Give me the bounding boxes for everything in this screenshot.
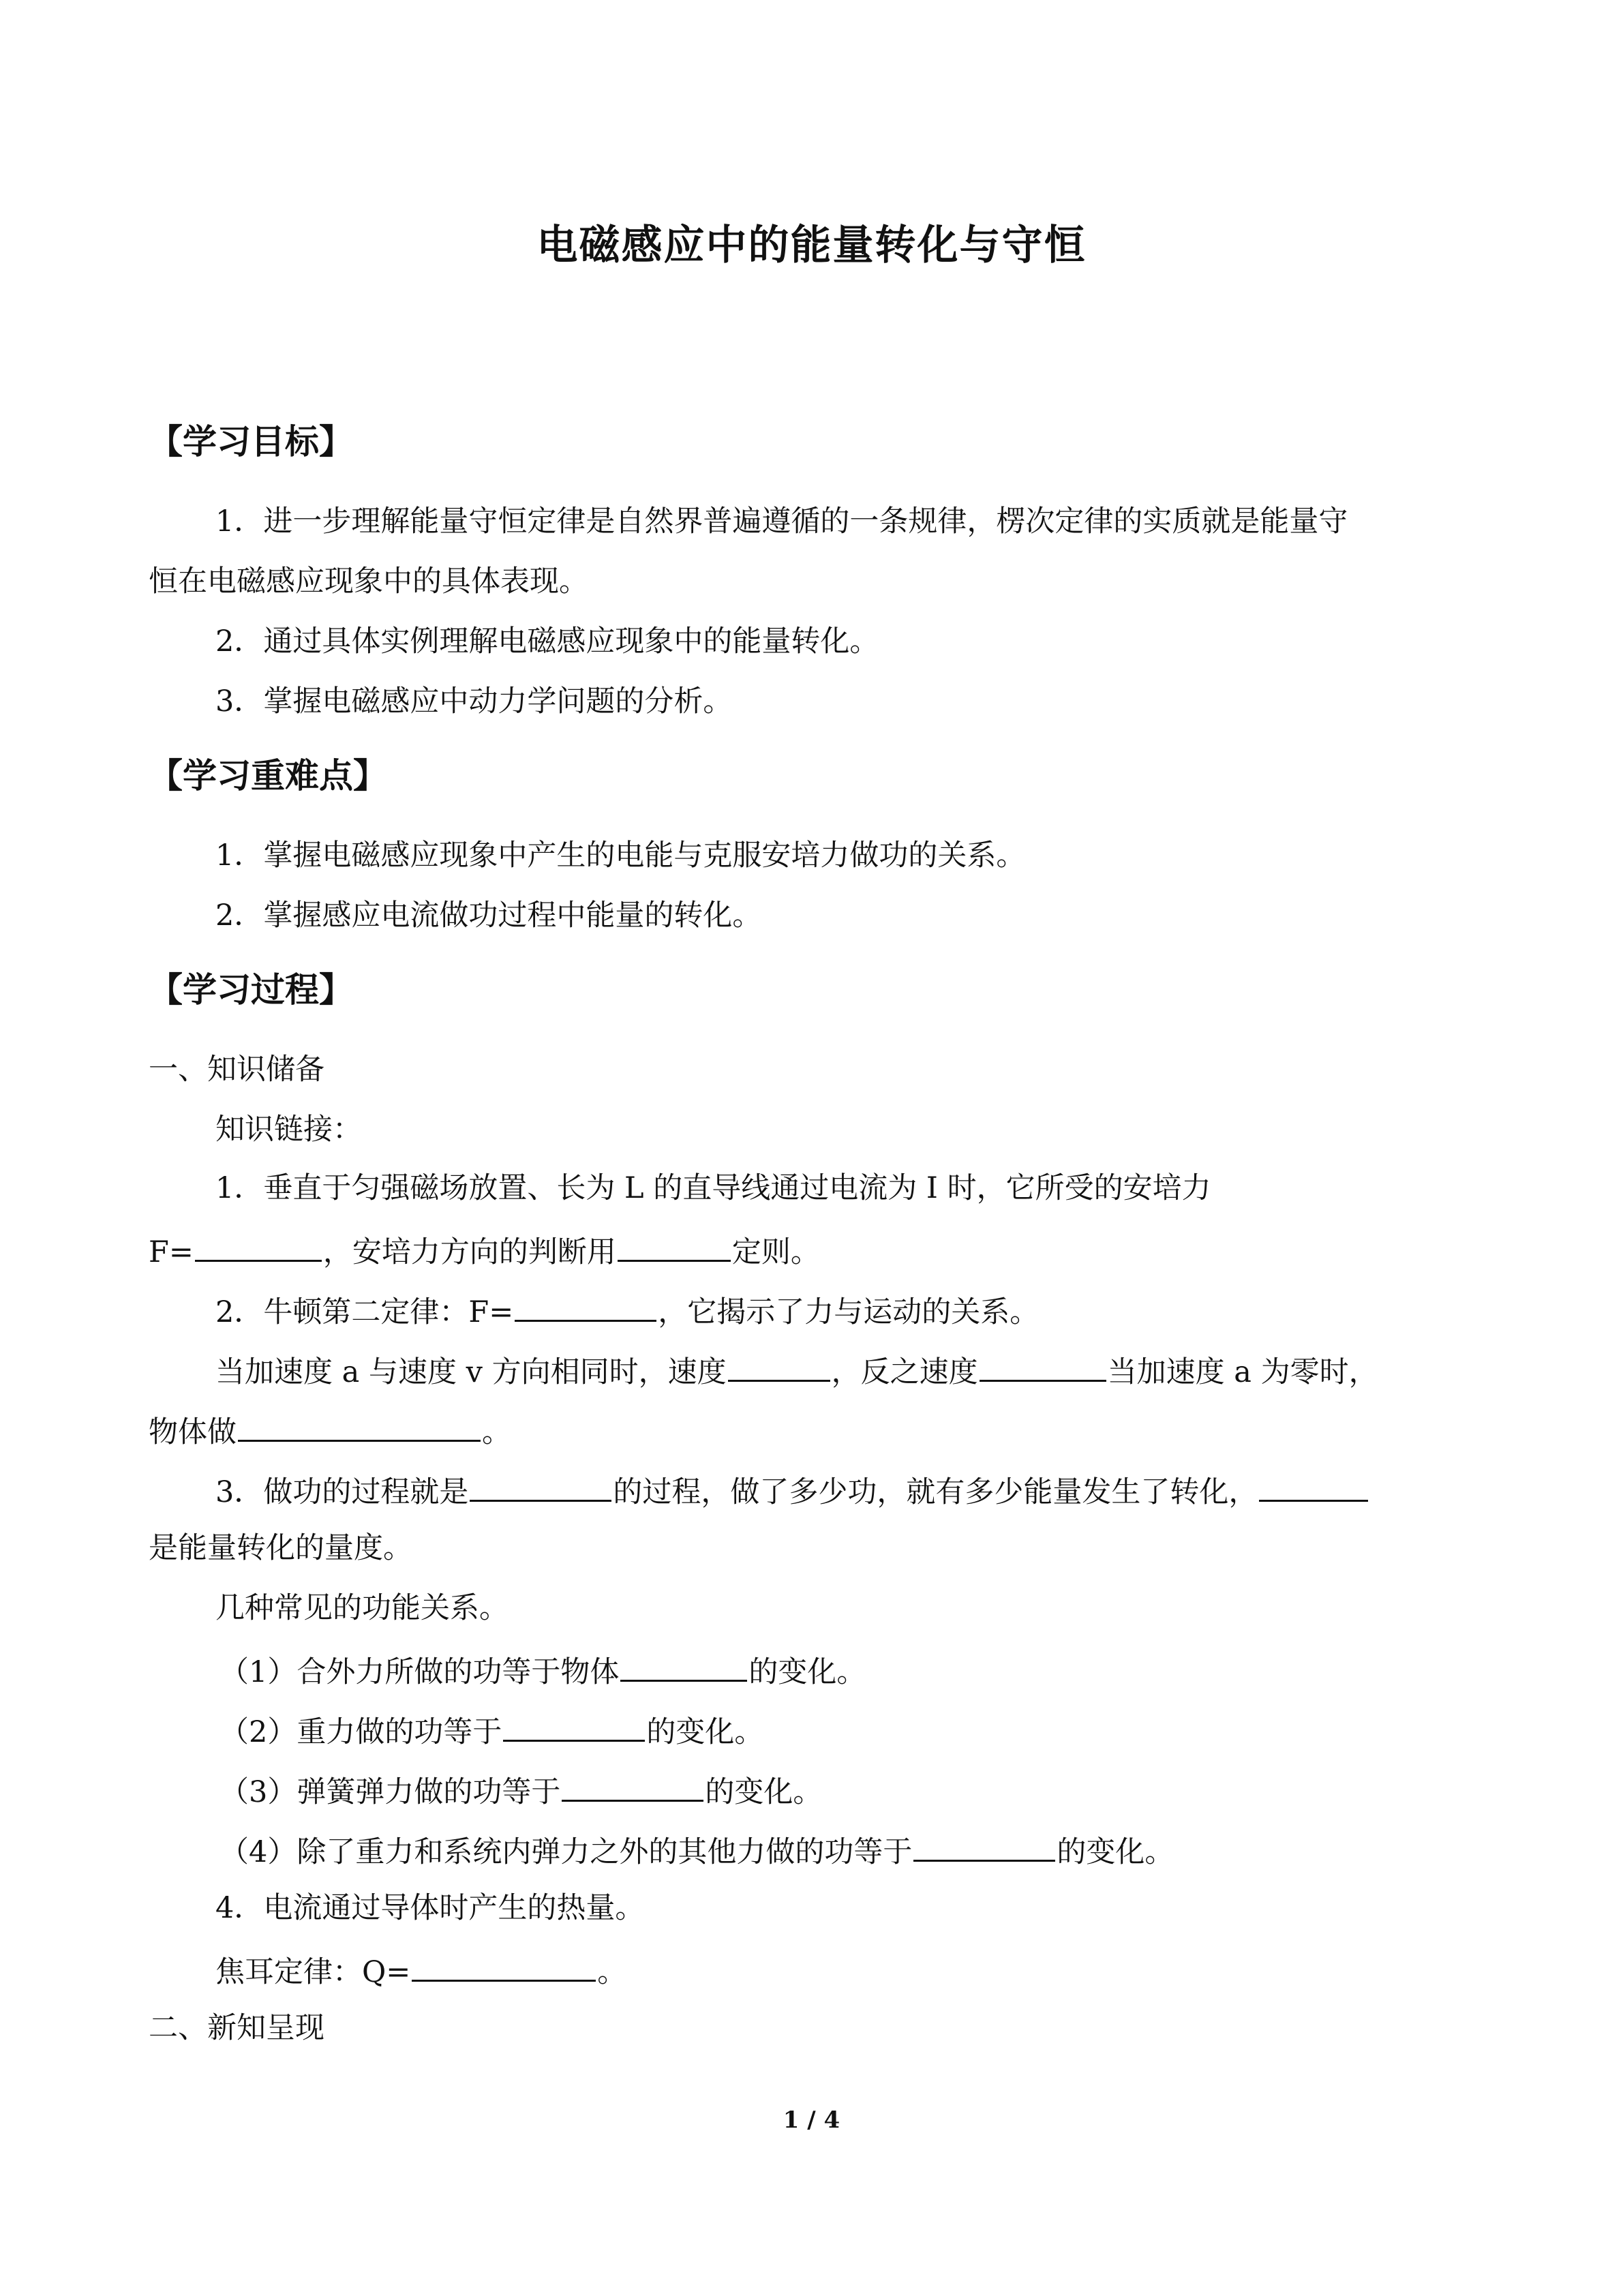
fill-blank[interactable] bbox=[470, 1474, 611, 1502]
relation-3-text-a: （3）弹簧弹力做的功等于 bbox=[219, 1775, 561, 1809]
q1-text-a: F= bbox=[149, 1235, 194, 1269]
part-2-title: 二、新知呈现 bbox=[149, 2011, 324, 2045]
question-4: 4．电流通过导体时产生的热量。 bbox=[215, 1891, 645, 1925]
question-2-line-2 bbox=[215, 1354, 1378, 1387]
fill-blank[interactable] bbox=[1259, 1474, 1368, 1502]
joule-law bbox=[215, 1954, 626, 1987]
fill-blank[interactable] bbox=[238, 1414, 481, 1442]
question-2-line-3 bbox=[149, 1414, 511, 1447]
part-1-title: 一、知识储备 bbox=[149, 1053, 324, 1087]
q2-l2-text-c: 当加速度 a 为零时， bbox=[1107, 1355, 1378, 1389]
fill-blank[interactable] bbox=[412, 1954, 596, 1982]
q3-text-a: 3．做功的过程就是 bbox=[215, 1475, 469, 1509]
joule-text-a: 焦耳定律：Q= bbox=[215, 1955, 411, 1989]
relations-title: 几种常见的功能关系。 bbox=[215, 1591, 509, 1625]
q2-l3-text-b: 。 bbox=[482, 1415, 511, 1449]
q2-text-b: ，它揭示了力与运动的关系。 bbox=[658, 1295, 1040, 1329]
q1-text-c: 定则。 bbox=[731, 1235, 820, 1269]
knowledge-link-title: 知识链接： bbox=[215, 1113, 362, 1147]
relation-1 bbox=[219, 1654, 866, 1687]
goal-item-3: 3．掌握电磁感应中动力学问题的分析。 bbox=[215, 684, 733, 719]
q2-l3-text-a: 物体做 bbox=[149, 1415, 237, 1449]
q2-text-a: 2．牛顿第二定律：F= bbox=[215, 1295, 514, 1329]
relation-3-text-b: 的变化。 bbox=[705, 1775, 823, 1809]
relation-1-text-a: （1）合外力所做的功等于物体 bbox=[219, 1655, 620, 1689]
fill-blank[interactable] bbox=[503, 1714, 645, 1742]
goal-item-2: 2．通过具体实例理解电磁感应现象中的能量转化。 bbox=[215, 624, 879, 659]
keypoint-item-1: 1．掌握电磁感应现象中产生的电能与克服安培力做功的关系。 bbox=[215, 839, 1026, 873]
relation-3 bbox=[219, 1774, 822, 1807]
q1-text-b: ，安培力方向的判断用 bbox=[322, 1235, 616, 1269]
goal-item-1-line-1: 1．进一步理解能量守恒定律是自然界普遍遵循的一条规律，楞次定律的实质就是能量守 bbox=[215, 504, 1348, 539]
heading-key-points: 【学习重难点】 bbox=[149, 756, 387, 796]
fill-blank[interactable] bbox=[562, 1774, 703, 1802]
fill-blank[interactable] bbox=[195, 1234, 322, 1262]
question-3-line-2: 是能量转化的量度。 bbox=[149, 1531, 412, 1565]
fill-blank[interactable] bbox=[620, 1654, 747, 1682]
fill-blank[interactable] bbox=[980, 1354, 1106, 1382]
heading-learning-goals: 【学习目标】 bbox=[149, 422, 353, 462]
relation-2-text-b: 的变化。 bbox=[646, 1715, 764, 1749]
page-title: 电磁感应中的能量转化与守恒 bbox=[536, 222, 1087, 269]
relation-4-text-a: （4）除了重力和系统内弹力之外的其他力做的功等于 bbox=[219, 1835, 913, 1869]
relation-1-text-b: 的变化。 bbox=[748, 1655, 866, 1689]
question-1-line-1: 1．垂直于匀强磁场放置、长为 L 的直导线通过电流为 I 时，它所受的安培力 bbox=[215, 1171, 1211, 1205]
heading-learning-process: 【学习过程】 bbox=[149, 970, 353, 1010]
fill-blank[interactable] bbox=[728, 1354, 830, 1382]
relation-2 bbox=[219, 1714, 763, 1747]
fill-blank[interactable] bbox=[913, 1834, 1055, 1862]
relation-4 bbox=[219, 1834, 1174, 1867]
keypoint-item-2: 2．掌握感应电流做功过程中能量的转化。 bbox=[215, 898, 762, 933]
question-1-line-2 bbox=[149, 1234, 820, 1267]
q3-text-b: 的过程，做了多少功，就有多少能量发生了转化， bbox=[613, 1475, 1258, 1509]
question-2-line-1 bbox=[215, 1294, 1039, 1327]
goal-item-1-line-2: 恒在电磁感应现象中的具体表现。 bbox=[149, 564, 588, 599]
q2-l2-text-b: ，反之速度 bbox=[831, 1355, 978, 1389]
page-number: 1 / 4 bbox=[783, 2106, 840, 2134]
question-3-line-1 bbox=[215, 1474, 1369, 1507]
fill-blank[interactable] bbox=[618, 1234, 731, 1262]
q2-l2-text-a: 当加速度 a 与速度 v 方向相同时，速度 bbox=[215, 1355, 727, 1389]
joule-text-b: 。 bbox=[597, 1955, 627, 1989]
relation-2-text-a: （2）重力做的功等于 bbox=[219, 1715, 502, 1749]
fill-blank[interactable] bbox=[515, 1294, 656, 1322]
relation-4-text-b: 的变化。 bbox=[1057, 1835, 1174, 1869]
